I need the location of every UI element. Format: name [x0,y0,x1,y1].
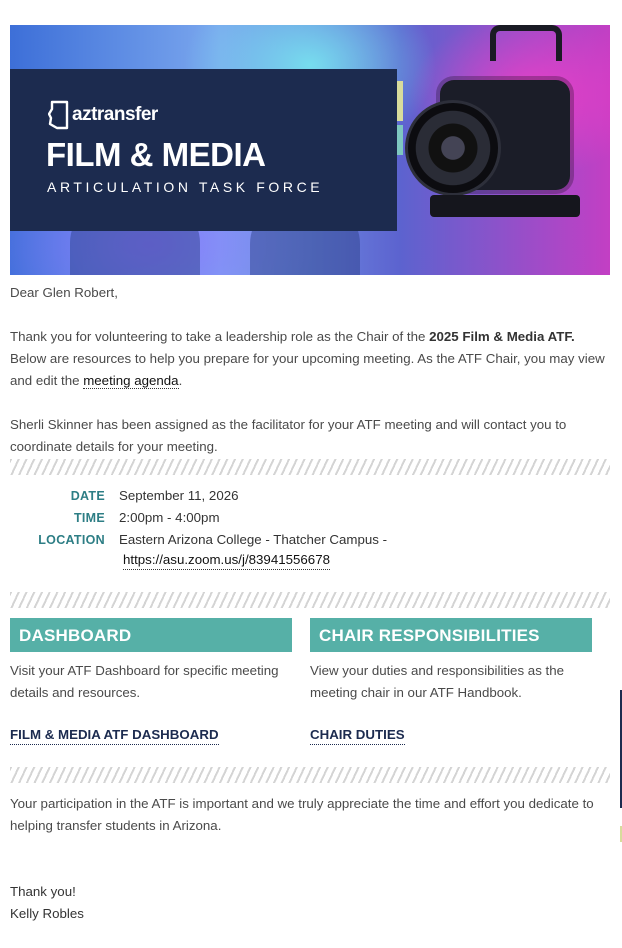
time-label: TIME [73,511,105,525]
atf-name: 2025 Film & Media ATF. [429,329,575,344]
hero-title: FILM & MEDIA [46,136,266,173]
dashboard-link[interactable]: FILM & MEDIA ATF DASHBOARD [10,726,219,745]
location-label: LOCATION [38,533,105,547]
divider [10,459,610,475]
signoff: Thank you! [10,884,76,899]
camera-rig [430,195,580,217]
signature-block [10,881,610,925]
facilitator-paragraph: Sherli Skinner has been assigned as the facilitator for your ATF meeting and will contact you to coordinate details for your meeting. [10,417,567,454]
email-body [10,25,610,925]
chair-heading: CHAIR RESPONSIBILITIES [310,618,592,652]
closing-paragraph: Your participation in the ATF is important and we truly appreciate the time and effort you dedicate to helping transfer students in Arizona. [10,796,594,833]
time-row [10,507,610,529]
aztransfer-logo [48,100,158,130]
location-value: Eastern Arizona College - Thatcher Campus - [119,532,388,547]
hero-subtitle: ARTICULATION TASK FORCE [47,179,324,195]
zoom-link[interactable]: https://asu.zoom.us/j/83941556678 [123,551,330,570]
divider [10,767,610,783]
intro-paragraph [10,326,610,392]
camera-handle [490,25,562,61]
accent-stripe [397,125,403,155]
location-row [10,529,610,551]
hero-banner [10,25,610,275]
intro-text: Below are resources to help you prepare for your upcoming meeting. As the ATF Chair, you may view and edit the [10,351,605,388]
dashboard-heading: DASHBOARD [10,618,292,652]
intro-text: Thank you for volunteering to take a leadership role as the Chair of the [10,329,430,344]
date-label: DATE [70,489,105,503]
time-value: 2:00pm - 4:00pm [119,510,220,525]
meeting-details [10,485,610,570]
meeting-agenda-link[interactable]: meeting agenda [83,373,179,388]
signature-name: Kelly Robles [10,906,84,921]
arizona-map-icon [48,100,70,130]
resource-columns [10,618,610,745]
chair-duties-link[interactable]: CHAIR DUTIES [310,726,405,745]
hero-title-panel [10,69,397,231]
intro-text: . [178,373,183,388]
divider [10,592,610,608]
logo-text: aztransfer [72,104,158,125]
date-row [10,485,610,507]
accent-stripe [397,81,403,121]
greeting: Dear Glen Robert, [10,285,118,300]
camera-lens-icon [405,100,501,196]
date-value: September 11, 2026 [119,488,239,503]
dashboard-description: Visit your ATF Dashboard for specific meeting details and resources. [10,663,279,700]
chair-description: View your duties and responsibilities as the meeting chair in our ATF Handbook. [310,663,565,700]
dashboard-column [10,618,310,745]
chair-column [310,618,610,745]
